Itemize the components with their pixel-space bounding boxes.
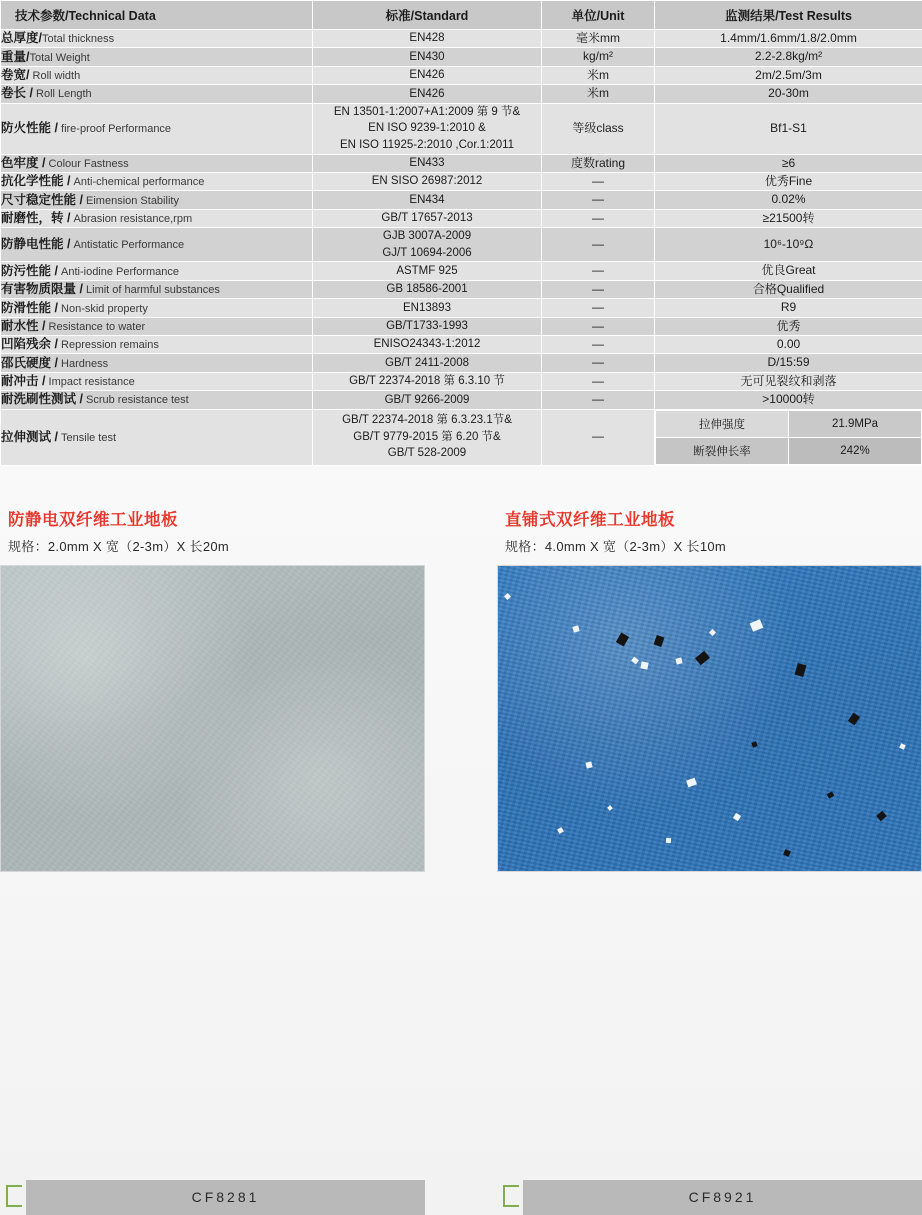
parameter-en: Tensile test — [57, 431, 117, 444]
cell-standard: GB/T 17657-2013 — [313, 209, 542, 227]
speckle-decoration — [750, 619, 764, 631]
cell-unit: 度数rating — [542, 154, 655, 172]
product-code-left: CF8281 — [26, 1180, 425, 1215]
tensile-subrow — [656, 410, 922, 437]
parameter-en: Anti-chemical performance — [70, 176, 205, 189]
product-title: 防静电双纤维工业地板 — [8, 510, 178, 529]
cell-parameter — [1, 154, 313, 172]
cell-result: 20-30m — [655, 85, 922, 103]
cell-standard: EN430 — [313, 48, 542, 66]
parameter-cn: 有害物质限量 / — [1, 282, 83, 297]
cell-result: 无可见裂纹和剥落 — [655, 372, 922, 390]
cell-parameter — [1, 30, 313, 48]
cell-standard: EN13893 — [313, 299, 542, 317]
cell-parameter — [1, 262, 313, 280]
tensile-key: 拉伸强度 — [656, 410, 789, 437]
parameter-cn: 邵氏硬度 / — [1, 355, 58, 370]
cell-result: Bf1-S1 — [655, 103, 922, 154]
parameter-en: Eimension Stability — [82, 194, 179, 207]
parameter-cn: 卷长 / — [1, 86, 33, 101]
cell-standard: EN426 — [313, 85, 542, 103]
table-row — [1, 262, 922, 280]
speckle-decoration — [557, 827, 564, 834]
speckle-decoration — [751, 741, 758, 748]
cell-unit: — — [542, 299, 655, 317]
cell-standard: ENISO24343-1:2012 — [313, 336, 542, 354]
header-standard: 标准/Standard — [313, 1, 542, 30]
cell-standard: ASTMF 925 — [313, 262, 542, 280]
table-row — [1, 317, 922, 335]
cell-parameter — [1, 391, 313, 409]
cell-result: 0.00 — [655, 336, 922, 354]
cell-result: >10000转 — [655, 391, 922, 409]
product-spec: 规格：2.0mm X 宽（2-3m）X 长20m — [8, 538, 230, 554]
table-row — [1, 191, 922, 209]
parameter-en: fire-proof Performance — [57, 123, 172, 136]
tensile-subtable — [655, 410, 922, 465]
cell-unit: — — [542, 280, 655, 298]
speckle-decoration — [640, 661, 648, 669]
speckle-decoration — [686, 777, 697, 787]
cell-parameter — [1, 299, 313, 317]
parameter-cn: 防火性能 / — [1, 121, 58, 136]
cell-standard: GB/T 2411-2008 — [313, 354, 542, 372]
parameter-en: Non-skid property — [57, 302, 148, 315]
cell-unit: 毫米mm — [542, 30, 655, 48]
technical-data-table — [0, 0, 922, 466]
cell-standard: GB/T1733-1993 — [313, 317, 542, 335]
cell-unit: — — [542, 336, 655, 354]
product-title: 直铺式双纤维工业地板 — [505, 510, 675, 529]
parameter-en: Resistance to water — [45, 320, 146, 333]
cell-standard: EN433 — [313, 154, 542, 172]
cell-unit: 米m — [542, 66, 655, 84]
cell-parameter — [1, 209, 313, 227]
cell-standard: GB 18586-2001 — [313, 280, 542, 298]
cell-standard: EN426 — [313, 66, 542, 84]
cell-unit: — — [542, 191, 655, 209]
cell-result: 2m/2.5m/3m — [655, 66, 922, 84]
cell-result-split — [655, 409, 922, 465]
parameter-cn: 重量/ — [1, 49, 30, 64]
table-row — [1, 372, 922, 390]
parameter-cn: 耐冲击 / — [1, 374, 46, 389]
parameter-cn: 总厚度/ — [1, 31, 42, 46]
speckle-decoration — [876, 810, 887, 821]
speckle-decoration — [585, 761, 592, 768]
cell-standard: GB/T 9266-2009 — [313, 391, 542, 409]
cell-unit: — — [542, 354, 655, 372]
cell-result: 优良Great — [655, 262, 922, 280]
parameter-en: Roll Length — [32, 88, 92, 101]
table-row — [1, 85, 922, 103]
table-row — [1, 66, 922, 84]
cell-parameter — [1, 85, 313, 103]
speckle-decoration — [572, 625, 579, 632]
cell-result: ≥6 — [655, 154, 922, 172]
cell-unit: kg/m² — [542, 48, 655, 66]
cell-result: 2.2-2.8kg/m² — [655, 48, 922, 66]
parameter-en: Limit of harmful substances — [82, 284, 220, 297]
table-row — [1, 391, 922, 409]
tensile-key: 断裂伸长率 — [656, 437, 789, 464]
speckle-decoration — [795, 663, 807, 677]
crop-mark-icon — [6, 1185, 22, 1207]
parameter-en: Impact resistance — [45, 376, 135, 389]
crop-mark-icon — [503, 1185, 519, 1207]
speckle-decoration — [827, 791, 835, 798]
cell-parameter — [1, 172, 313, 190]
product-swatch-grey — [0, 565, 425, 872]
cell-unit: — — [542, 262, 655, 280]
cell-result: 优秀Fine — [655, 172, 922, 190]
cell-standard: GJB 3007A-2009 GJ/T 10694-2006 — [313, 228, 542, 262]
table-row-tensile — [1, 409, 922, 465]
cell-unit: — — [542, 391, 655, 409]
parameter-cn: 耐水性 / — [1, 318, 46, 333]
cell-unit: 米m — [542, 85, 655, 103]
product-code-right: CF8921 — [523, 1180, 922, 1215]
speckle-decoration — [733, 812, 741, 820]
table-row — [1, 48, 922, 66]
tensile-value: 21.9MPa — [789, 410, 922, 437]
cell-standard: EN SISO 26987:2012 — [313, 172, 542, 190]
parameter-en: Colour Fastness — [45, 157, 129, 170]
speckle-decoration — [709, 629, 716, 636]
cell-unit: — — [542, 172, 655, 190]
table-row — [1, 103, 922, 154]
cell-parameter — [1, 228, 313, 262]
table-header — [1, 1, 922, 30]
product-swatch-blue — [497, 565, 922, 872]
speckle-decoration — [616, 632, 629, 646]
parameter-cn: 色牢度 / — [1, 155, 46, 170]
table-row — [1, 228, 922, 262]
cell-result: R9 — [655, 299, 922, 317]
parameter-cn: 凹陷残余 / — [1, 337, 58, 352]
product-card-right — [497, 506, 922, 872]
table-row — [1, 172, 922, 190]
header-test-results: 监测结果/Test Results — [655, 1, 922, 30]
speckle-decoration — [654, 635, 665, 647]
tensile-subrow — [656, 437, 922, 464]
cell-unit: — — [542, 409, 655, 465]
cell-unit: 等级class — [542, 103, 655, 154]
cell-unit: — — [542, 317, 655, 335]
speckle-decoration — [666, 837, 671, 842]
cell-standard: EN428 — [313, 30, 542, 48]
cell-standard: EN434 — [313, 191, 542, 209]
cell-standard: GB/T 22374-2018 第 6.3.23.1节& GB/T 9779-2015 第 6.20 节& GB/T 528-2009 — [313, 409, 542, 465]
parameter-en: Scrub resistance test — [82, 394, 189, 407]
cell-result: D/15:59 — [655, 354, 922, 372]
parameter-cn: 卷宽/ — [1, 68, 30, 83]
parameter-en: Total thickness — [41, 33, 115, 46]
cell-unit: — — [542, 372, 655, 390]
parameter-en: Abrasion resistance,rpm — [70, 213, 193, 225]
parameter-cn: 尺寸稳定性能 / — [1, 192, 83, 207]
product-card-left — [0, 506, 425, 872]
speckle-decoration — [848, 712, 860, 725]
cell-unit: — — [542, 209, 655, 227]
cell-result: ≥21500转 — [655, 209, 922, 227]
header-technical-data: 技术参数/Technical Data — [1, 1, 313, 30]
tensile-value: 242% — [789, 437, 922, 464]
speckle-decoration — [899, 743, 906, 750]
parameter-cn: 抗化学性能 / — [1, 174, 71, 189]
table-body — [1, 30, 922, 466]
cell-parameter — [1, 191, 313, 209]
parameter-cn: 拉伸测试 / — [1, 429, 58, 444]
speckle-decoration — [675, 657, 682, 664]
cell-parameter — [1, 409, 313, 465]
parameter-cn: 防污性能 / — [1, 263, 58, 278]
cell-parameter — [1, 103, 313, 154]
table-row — [1, 354, 922, 372]
product-spec: 规格：4.0mm X 宽（2-3m）X 长10m — [505, 538, 727, 554]
product-code-bars — [0, 1180, 922, 1215]
speckle-decoration — [695, 650, 710, 665]
table-row — [1, 154, 922, 172]
parameter-cn: 耐洗刷性测试 / — [1, 392, 83, 407]
product-showcase — [0, 506, 922, 906]
table-row — [1, 299, 922, 317]
parameter-en: Roll width — [29, 70, 81, 83]
cell-parameter — [1, 66, 313, 84]
speckle-decoration — [504, 593, 511, 600]
cell-result: 优秀 — [655, 317, 922, 335]
parameter-en: Anti-iodine Performance — [57, 265, 180, 278]
parameter-cn: 防滑性能 / — [1, 300, 58, 315]
header-unit: 单位/Unit — [542, 1, 655, 30]
table-row — [1, 280, 922, 298]
parameter-en: Antistatic Performance — [70, 239, 185, 252]
speckle-decoration — [631, 656, 639, 664]
cell-standard: EN 13501-1:2007+A1:2009 第 9 节& EN ISO 9239-1:2010 & EN ISO 11925-2:2010 ,Cor.1:2011 — [313, 103, 542, 154]
speckle-decoration — [783, 849, 791, 857]
parameter-en: Repression remains — [57, 339, 159, 352]
parameter-cn: 耐磨性，转 / — [1, 211, 71, 225]
parameter-cn: 防静电性能 / — [1, 237, 71, 252]
cell-unit: — — [542, 228, 655, 262]
speckle-decoration — [607, 805, 613, 811]
cell-result: 合格Qualified — [655, 280, 922, 298]
cell-result: 1.4mm/1.6mm/1.8/2.0mm — [655, 30, 922, 48]
cell-parameter — [1, 336, 313, 354]
cell-parameter — [1, 317, 313, 335]
table-row — [1, 30, 922, 48]
parameter-en: Total Weight — [29, 51, 90, 64]
cell-result: 0.02% — [655, 191, 922, 209]
table-header-row — [1, 1, 922, 30]
cell-parameter — [1, 48, 313, 66]
cell-parameter — [1, 280, 313, 298]
cell-parameter — [1, 372, 313, 390]
cell-parameter — [1, 354, 313, 372]
parameter-en: Hardness — [57, 357, 109, 370]
table-row — [1, 336, 922, 354]
table-row — [1, 209, 922, 227]
cell-result: 10⁶-10⁹Ω — [655, 228, 922, 262]
cell-standard: GB/T 22374-2018 第 6.3.10 节 — [313, 372, 542, 390]
